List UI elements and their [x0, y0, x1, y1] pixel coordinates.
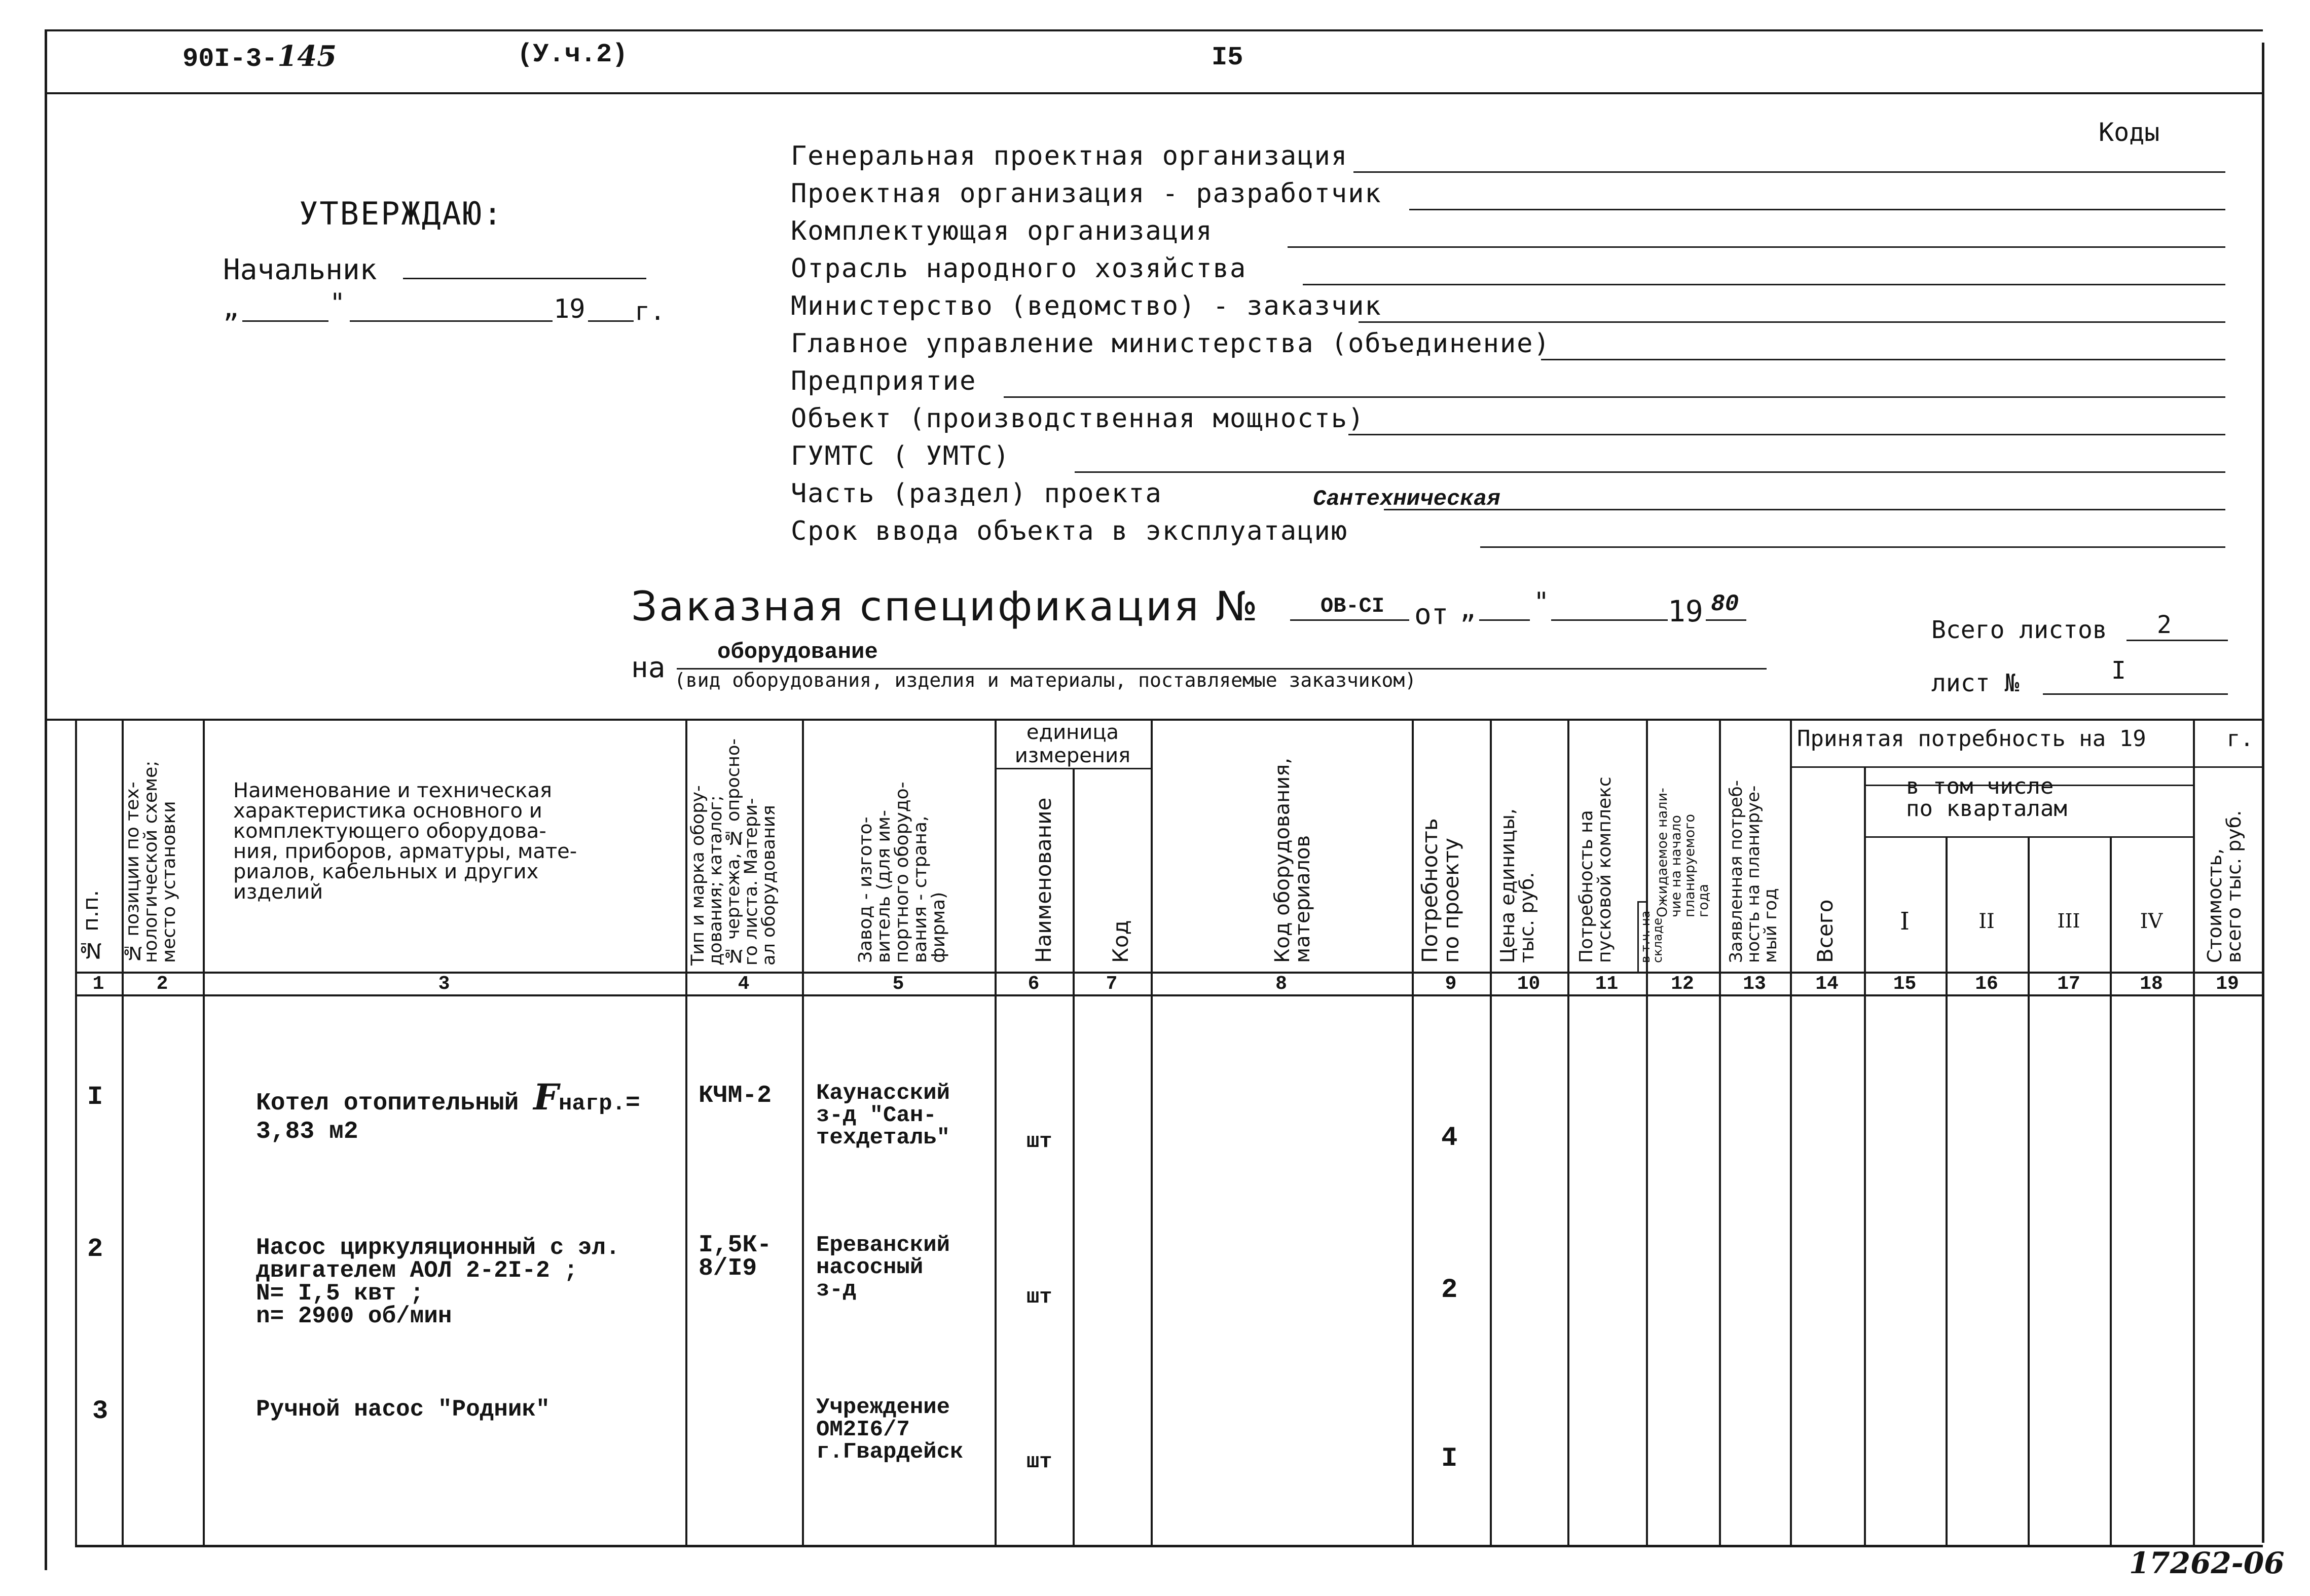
- accepted-year-blank: [2146, 726, 2227, 752]
- table-vline: [1646, 720, 1648, 1546]
- row-1-name: Котел отопительный Fнагр.= 3,83 м2: [256, 1076, 640, 1145]
- spec-year-line: [1706, 619, 1746, 621]
- sheet-number: I: [2111, 656, 2126, 685]
- table-vline: [75, 720, 77, 1546]
- frame-top: [45, 29, 2263, 31]
- column-number: 7: [1106, 973, 1118, 995]
- footer-code: 17262-06: [2129, 1546, 2285, 1580]
- org-field-line: [1384, 509, 2225, 510]
- col-header-unit-name: Наименование: [1031, 797, 1056, 963]
- col-header-q4: IV: [2140, 910, 2163, 933]
- col-header-cost: Стоимость, всего тыс. руб.: [2204, 810, 2245, 963]
- column-number: 15: [1893, 973, 1917, 995]
- unit-group-rule: [995, 768, 1151, 769]
- row-2-name: Насос циркуляционный с эл. двигателем АОЛ 2-2I-2 ; N= I,5 квт ; n= 2900 об/мин: [256, 1235, 620, 1330]
- org-field-label: Генеральная проектная организация: [791, 141, 1348, 171]
- col-header-q1: I: [1900, 907, 1910, 936]
- row-1-num: I: [87, 1082, 103, 1112]
- sheet-label: лист №: [1931, 669, 2020, 697]
- org-field-label: Проектная организация - разработчик: [791, 178, 1382, 209]
- chief-label: Начальник: [223, 253, 377, 286]
- date-open-quote: „: [223, 293, 239, 323]
- col-header-declared: Заявленная потреб- ность на планируе- мый год: [1726, 780, 1781, 963]
- col-header-unit-group: единица измерения: [1014, 721, 1131, 767]
- org-field-label: Объект (производственная мощность): [791, 403, 1365, 434]
- row-1-qty: 4: [1441, 1123, 1458, 1154]
- row-1-type: КЧМ-2: [699, 1082, 772, 1109]
- col-header-type: Тип и марка обору- дования; каталог; № чертежа, № опросно- го листа. Матери- ал оборудования: [688, 738, 779, 966]
- col-header-q3: III: [2057, 910, 2080, 932]
- org-field-line: [1303, 284, 2225, 285]
- org-field-line: [1541, 359, 2225, 360]
- spec-month-line: [1551, 619, 1668, 621]
- total-sheets: 2: [2157, 611, 2172, 639]
- spec-number: ОВ-СI: [1321, 594, 1385, 618]
- chief-line: [403, 278, 646, 279]
- spec-number-line: [1290, 619, 1409, 621]
- date-year-line: [588, 320, 634, 322]
- date-month-line: [350, 320, 553, 322]
- row-1-unit: шт: [1026, 1129, 1052, 1154]
- org-field-label: Главное управление министерства (объединение): [791, 328, 1551, 359]
- row-2-unit: шт: [1026, 1285, 1052, 1309]
- column-number: 14: [1815, 973, 1839, 995]
- column-number: 17: [2057, 973, 2080, 995]
- org-field-label: Предприятие: [791, 366, 977, 396]
- doc-code-handwritten: 145: [277, 40, 337, 73]
- org-field-line: [1004, 396, 2225, 398]
- column-number: 9: [1445, 973, 1457, 995]
- table-top-rule: [45, 719, 2263, 721]
- column-number: 11: [1595, 973, 1619, 995]
- doc-code-prefix: 90I-3-: [182, 44, 278, 74]
- row-2-num: 2: [87, 1234, 103, 1264]
- row-2-type: I,5К- 8/I9: [699, 1232, 772, 1282]
- table-vline: [1073, 768, 1075, 1546]
- table-vline: [2110, 836, 2112, 1546]
- total-sheets-label: Всего листов: [1931, 616, 2107, 644]
- doc-part: (У.ч.2): [517, 40, 628, 69]
- row-3-name: Ручной насос "Родник": [256, 1396, 550, 1423]
- table-vline: [802, 720, 804, 1546]
- table-vline: [1719, 720, 1721, 1546]
- column-number: 10: [1517, 973, 1541, 995]
- org-field-label: Срок ввода объекта в эксплуатацию: [791, 516, 1348, 546]
- header-rule: [45, 92, 2263, 94]
- column-number: 3: [438, 973, 450, 995]
- org-field-line: [1353, 171, 2225, 173]
- col-header-launch: Потребность на пусковой комплекс: [1576, 776, 1615, 963]
- sheet-line: [2043, 693, 2228, 695]
- org-field-line: [1480, 546, 2225, 548]
- column-number: 5: [892, 973, 904, 995]
- date-day-line: [242, 320, 328, 322]
- col-header-need: Потребность по проекту: [1417, 818, 1463, 963]
- row-3-qty: I: [1441, 1443, 1458, 1474]
- org-field-label: ГУМТС ( УМТС): [791, 441, 1010, 471]
- col-header-accepted: Принятая потребность на 19 г.: [1797, 726, 2254, 752]
- column-number: 12: [1671, 973, 1694, 995]
- table-vline: [1790, 720, 1792, 1546]
- col-header-maker: Завод - изгото- витель (для им- портного оборудо- вания - страна, фирма): [855, 782, 949, 963]
- codes-label: Коды: [2099, 118, 2160, 147]
- total-sheets-line: [2126, 640, 2228, 641]
- col-header-q2: II: [1978, 910, 1995, 933]
- doc-code: [182, 40, 337, 74]
- col-header-total: Всего: [1813, 899, 1838, 963]
- approval-title: УТВЕРЖДАЮ:: [299, 195, 504, 232]
- section-value: Сантехническая: [1313, 487, 1500, 512]
- row-1-maker: Каунасский з-д "Сан- техдеталь": [816, 1081, 950, 1150]
- date-unit: г.: [635, 296, 666, 326]
- row-2-qty: 2: [1441, 1275, 1458, 1306]
- table-vline: [685, 720, 687, 1546]
- col-header-incl: в том числе по кварталам: [1906, 773, 2067, 822]
- spec-quote-close: ": [1533, 587, 1550, 617]
- column-number: 16: [1975, 973, 1998, 995]
- accepted-group-rule: [1790, 766, 2262, 768]
- column-number: 2: [156, 973, 168, 995]
- org-field-label: Комплектующая организация: [791, 216, 1213, 246]
- table-vline: [1567, 720, 1569, 1546]
- org-field-label: Отрасль народного хозяйства: [791, 253, 1247, 284]
- col-header-expected-stock: в т.ч. на складе: [1638, 910, 1665, 963]
- spec-quote-open: „: [1460, 594, 1476, 624]
- spec-on-caption: (вид оборудования, изделия и материалы, поставляемые заказчиком): [674, 669, 1417, 691]
- row-3-unit: шт: [1026, 1450, 1052, 1474]
- column-number: 4: [738, 973, 750, 995]
- quarters-rule: [1864, 836, 2193, 838]
- date-close-quote: ": [329, 288, 346, 318]
- date-year: 19: [554, 294, 585, 324]
- col-header-equip-code: Код оборудования, материалов: [1271, 757, 1314, 963]
- table-vline: [203, 720, 205, 1546]
- table-vline: [1151, 720, 1153, 1546]
- spec-day-line: [1479, 619, 1530, 621]
- column-number: 18: [2140, 973, 2163, 995]
- table-vline: [1946, 836, 1948, 1546]
- org-field-line: [1359, 321, 2225, 323]
- spec-on-value: оборудование: [717, 640, 878, 665]
- spec-year: 80: [1711, 591, 1739, 617]
- table-vline: [1490, 720, 1492, 1546]
- table-vline: [1412, 720, 1414, 1546]
- row-3-num: 3: [92, 1396, 108, 1426]
- spec-year-prefix: 19: [1668, 594, 1703, 628]
- row-2-maker: Ереванский насосный з-д: [816, 1233, 950, 1303]
- column-number: 19: [2216, 973, 2239, 995]
- frame-bottom: [75, 1545, 2263, 1547]
- spec-on-label: на: [631, 651, 666, 684]
- org-field-line: [1075, 471, 2225, 473]
- col-header-position: № позиции по тех- нологической схеме; место установки: [122, 760, 179, 963]
- table-vline: [2193, 720, 2195, 1546]
- column-number: 1: [92, 973, 104, 995]
- spec-from: от: [1414, 598, 1449, 631]
- row-1-symbol-f: F: [533, 1076, 559, 1118]
- row-3-maker: Учреждение ОМ2I6/7 г.Гвардейск: [816, 1395, 964, 1465]
- frame-left: [45, 29, 47, 1570]
- column-number: 6: [1028, 973, 1040, 995]
- column-number: 13: [1743, 973, 1766, 995]
- table-vline: [995, 720, 997, 1546]
- org-field-line: [1288, 246, 2225, 248]
- table-vline: [1864, 768, 1866, 1546]
- org-field-label: Министерство (ведомство) - заказчик: [791, 291, 1382, 321]
- org-field-label: Часть (раздел) проекта: [791, 478, 1162, 509]
- table-vline: [2028, 836, 2030, 1546]
- col-header-num: № п.п.: [78, 890, 103, 963]
- col-header-name: Наименование и техническая характеристика основного и комплектующего оборудова- ния, приборов, арматуры, мате- риалов, кабельных и других изделий: [233, 779, 577, 904]
- org-field-line: [1348, 434, 2225, 435]
- column-number: 8: [1275, 973, 1287, 995]
- spec-title: Заказная спецификация №: [631, 583, 1260, 630]
- frame-right: [2262, 43, 2264, 1543]
- col-header-price: Цена единицы, тыс. руб.: [1496, 808, 1538, 963]
- col-header-unit-code: Код: [1108, 920, 1133, 963]
- page-number: I5: [1212, 43, 1243, 72]
- col-header-expected: Ожидаемое нали- чие на начало планируемого года: [1655, 788, 1711, 917]
- org-field-line: [1409, 209, 2225, 210]
